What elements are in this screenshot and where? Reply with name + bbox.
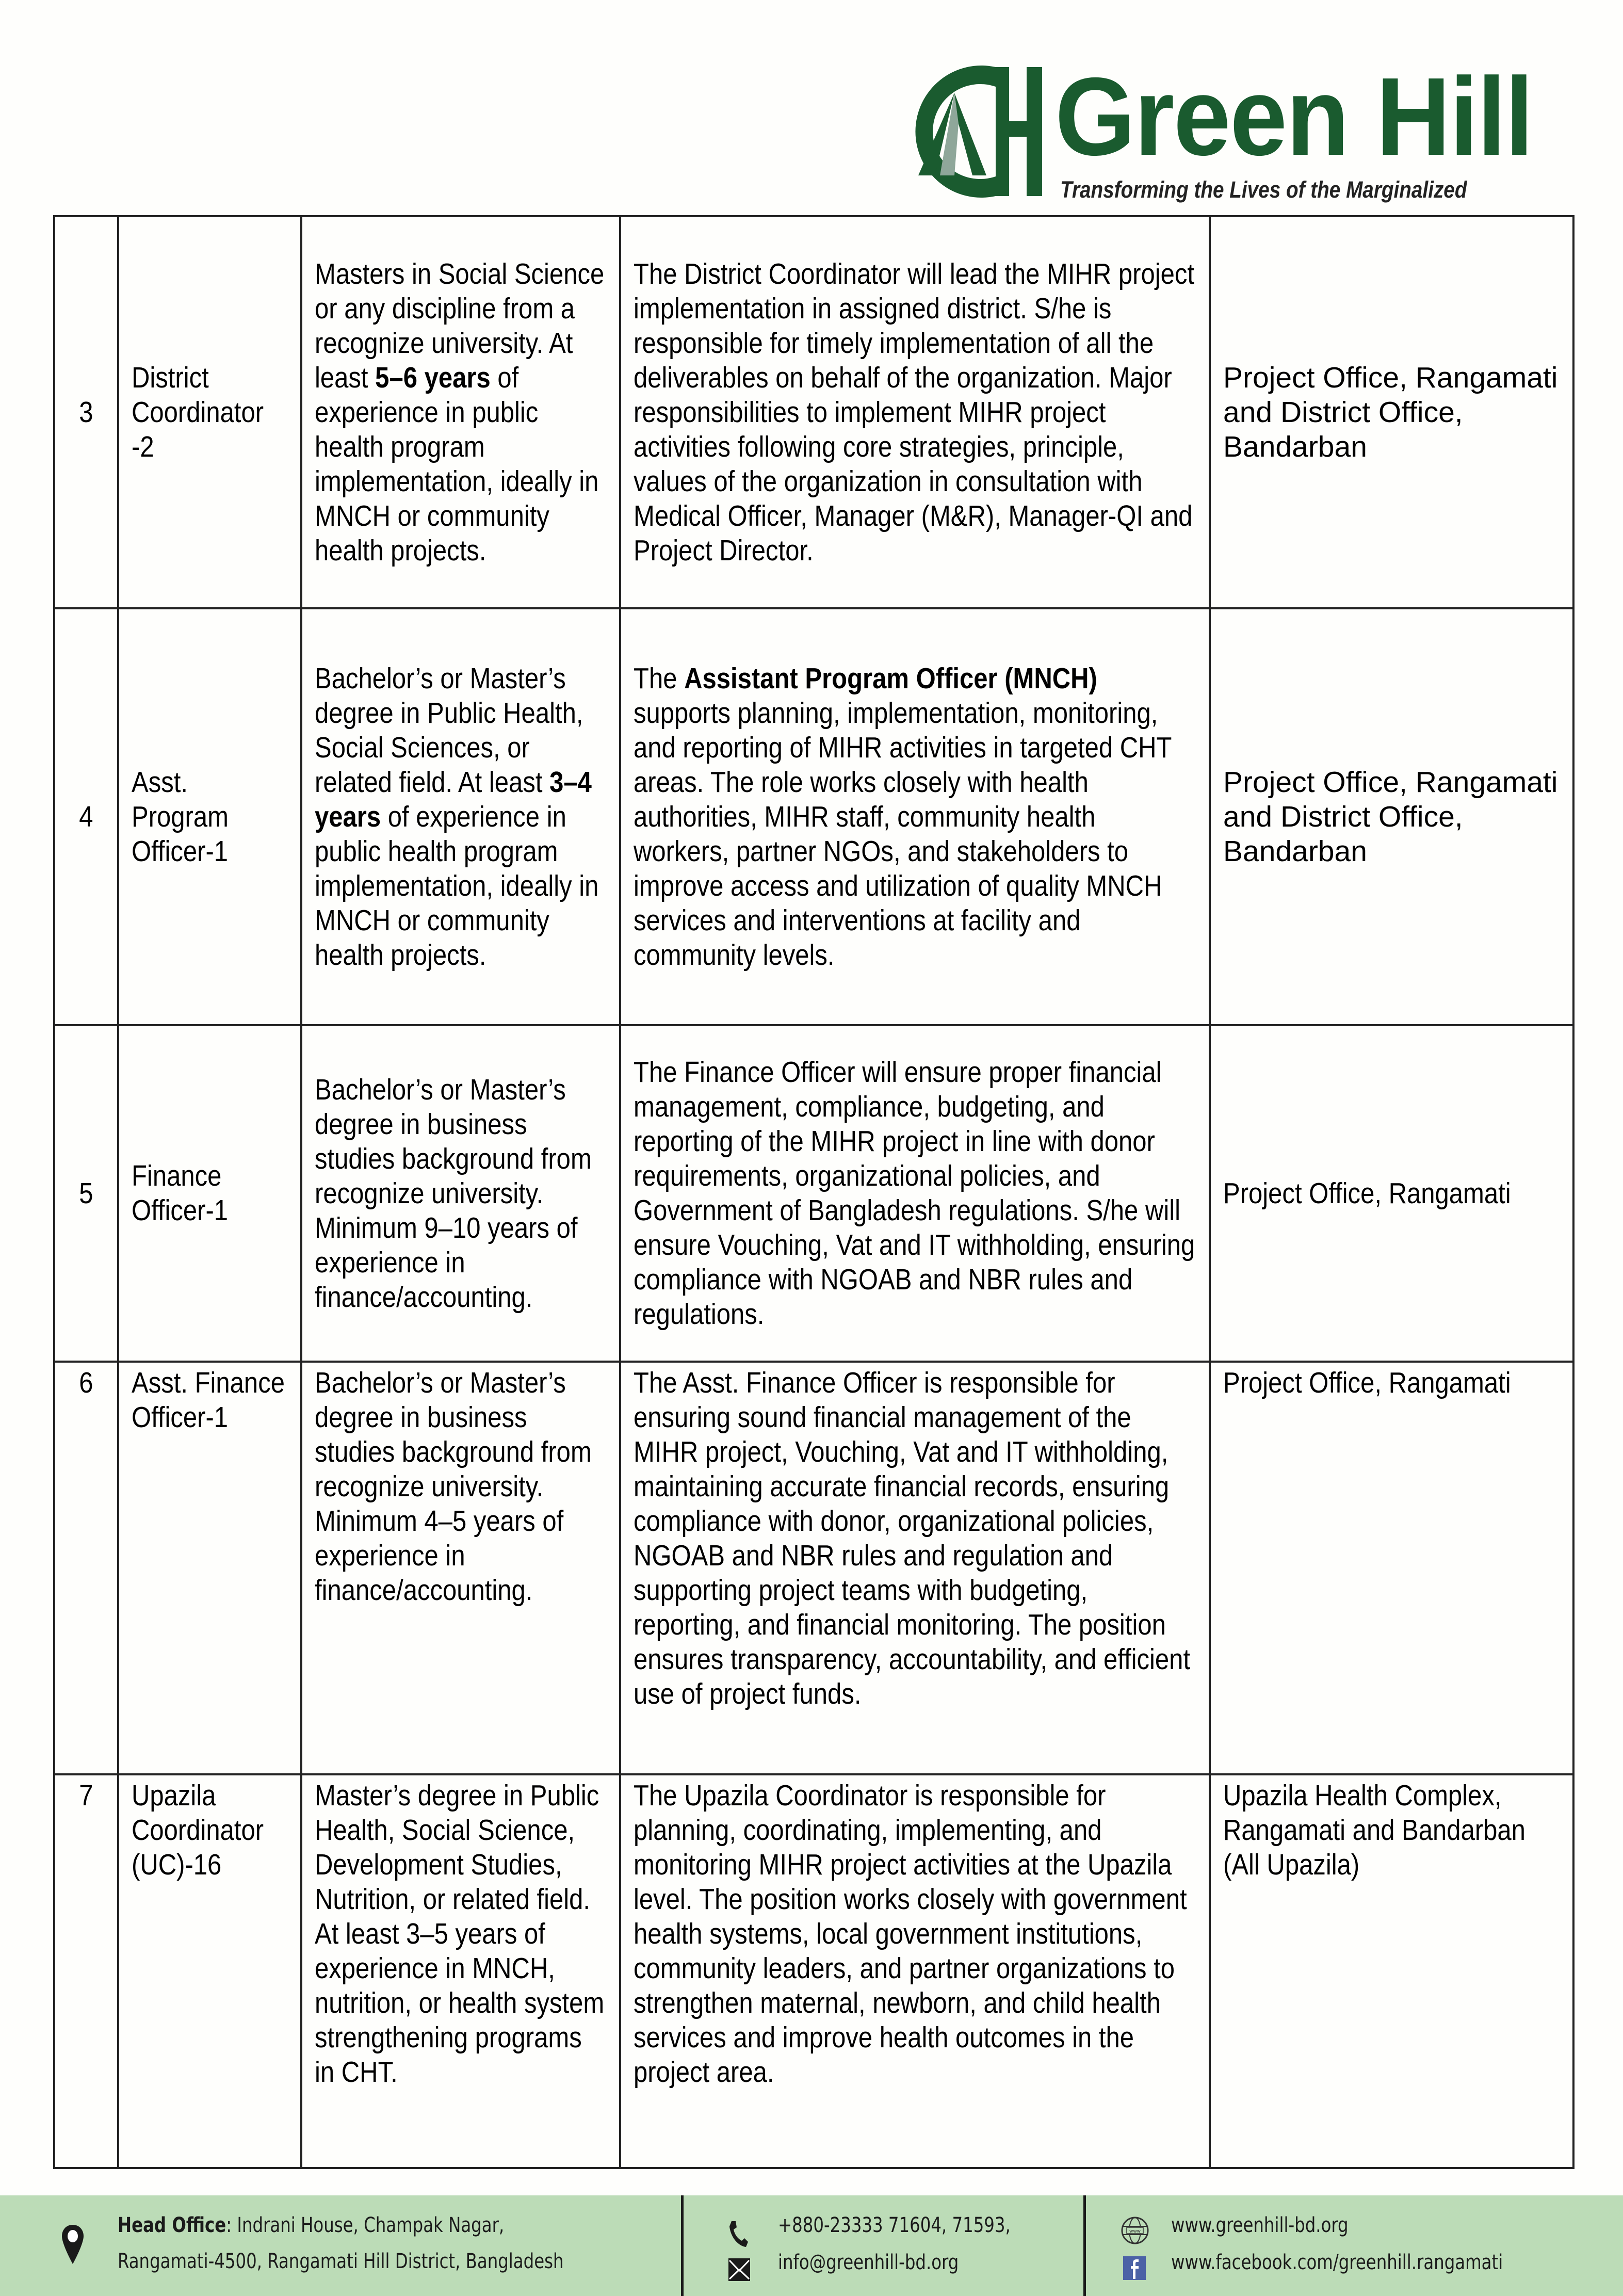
email-link[interactable]: info@greenhill-bd.org bbox=[778, 2251, 959, 2274]
position-cell bbox=[118, 1774, 301, 2168]
footer-divider bbox=[1083, 2195, 1086, 2296]
location-cell bbox=[1210, 1362, 1573, 1774]
position-title: Asst. Finance Officer-1 bbox=[132, 1366, 285, 1434]
responsibilities-text: The District Coordinator will lead the MIHR project implementation in assigned district. S/he is responsible for timely implementation of all the deliverables on behalf of the organization. Major responsibilities to implement MIHR project activities following core strategies, principle, values of the organization in consultation with Medical Officer, Manager (M&R), Manager-QI and Project Director. bbox=[634, 257, 1194, 567]
job-location: Project Office, Rangamati bbox=[1223, 1366, 1511, 1399]
org-tagline: Transforming the Lives of the Marginalized bbox=[1060, 176, 1467, 203]
position-cell bbox=[118, 608, 301, 1025]
phone-number[interactable]: +880-23333 71604, 71593, bbox=[778, 2213, 1011, 2237]
serial-number: 5 bbox=[79, 1176, 93, 1210]
table-row bbox=[54, 608, 1573, 1025]
job-location: Project Office, Rangamati and District Office, Bandarban bbox=[1223, 765, 1558, 868]
responsibilities-cell bbox=[620, 608, 1210, 1025]
responsibilities-text: The Finance Officer will ensure proper financial management, compliance, budgeting, and reporting of the MIHR project in line with donor requirements, organizational policies, and Government of Bangladesh regulations. S/he will ensure Vouching, Vat and IT withholding, ensuring compliance with NGOAB and NBR rules and regulations. bbox=[634, 1056, 1195, 1331]
serial-number-cell bbox=[54, 216, 118, 608]
serial-number-cell bbox=[54, 1774, 118, 2168]
responsibilities-cell bbox=[620, 216, 1210, 608]
location-cell bbox=[1210, 608, 1573, 1025]
qualification-text: Master’s degree in Public Health, Social Science, Development Studies, Nutrition, or related field. At least 3–5 years of experience in MNCH, nutrition, or health system strengthening programs in CHT. bbox=[315, 1779, 605, 2089]
table-row bbox=[54, 1774, 1573, 2168]
qualification-text: Bachelor’s or Master’s degree in Public Health, Social Sciences, or related field. At least 3–4 years of experience in public health program implementation, ideally in MNCH or community health projects. bbox=[315, 661, 599, 972]
envelope-icon bbox=[728, 2258, 750, 2281]
serial-number-cell bbox=[54, 1362, 118, 1774]
facebook-icon bbox=[1123, 2256, 1146, 2280]
position-title: Finance Officer-1 bbox=[132, 1159, 229, 1227]
location-cell bbox=[1210, 1025, 1573, 1362]
position-title: District Coordinator -2 bbox=[132, 361, 264, 463]
website-link[interactable]: www.greenhill-bd.org bbox=[1171, 2213, 1349, 2237]
location-cell bbox=[1210, 216, 1573, 608]
position-cell bbox=[118, 1025, 301, 1362]
serial-number: 7 bbox=[79, 1779, 93, 1812]
table-row bbox=[54, 216, 1573, 608]
qualification-text: Masters in Social Science or any discipline from a recognize university. At least 5–6 years of experience in public health program implementation, ideally in MNCH or community health projects. bbox=[315, 257, 605, 567]
facebook-link[interactable]: www.facebook.com/greenhill.rangamati bbox=[1171, 2251, 1503, 2274]
head-office-address-line2: Rangamati-4500, Rangamati Hill District, Bangladesh bbox=[118, 2250, 564, 2273]
table-row bbox=[54, 1362, 1573, 1774]
org-name: Green Hill bbox=[1055, 54, 1533, 179]
qualification-cell bbox=[301, 216, 620, 608]
globe-icon bbox=[1121, 2216, 1149, 2245]
job-positions-table bbox=[53, 215, 1575, 2169]
responsibilities-text: The Assistant Program Officer (MNCH) supports planning, implementation, monitoring, and reporting of MIHR activities in targeted CHT areas. The role works closely with health authorities, MIHR staff, community health workers, partner NGOs, and stakeholders to improve access and utilization of quality MNCH services and interventions at facility and community levels. bbox=[634, 661, 1172, 972]
footer-contact-band bbox=[0, 2195, 1623, 2296]
address-line1: : Indrani House, Champak Nagar, bbox=[226, 2213, 505, 2237]
serial-number: 6 bbox=[79, 1366, 93, 1399]
head-office-address-line1 bbox=[118, 2213, 504, 2237]
responsibilities-text: The Asst. Finance Officer is responsible for ensuring sound financial management of the MIHR project, Vouching, Vat and IT withholding, maintaining accurate financial records, ensuring compliance with donor, organizational policies, NGOAB and NBR rules and regulation and supporting project teams with budgeting, reporting, and financial monitoring. The position ensures transparency, accountability, and efficient use of project funds. bbox=[634, 1366, 1191, 1710]
responsibilities-cell bbox=[620, 1362, 1210, 1774]
qualification-text: Bachelor’s or Master’s degree in business studies background from recognize university. Minimum 9–10 years of experience in finance/accounting. bbox=[315, 1073, 592, 1314]
position-cell bbox=[118, 1362, 301, 1774]
job-location: Upazila Health Complex, Rangamati and Bandarban (All Upazila) bbox=[1223, 1779, 1525, 1881]
map-pin-icon bbox=[61, 2224, 85, 2265]
qualification-cell bbox=[301, 608, 620, 1025]
qualification-cell bbox=[301, 1362, 620, 1774]
position-title: Asst. Program Officer-1 bbox=[132, 765, 229, 868]
serial-number: 4 bbox=[79, 800, 93, 833]
svg-text:www: www bbox=[1129, 2229, 1141, 2234]
table-row bbox=[54, 1025, 1573, 1362]
qualification-cell bbox=[301, 1774, 620, 2168]
phone-icon bbox=[728, 2220, 749, 2249]
qualification-text: Bachelor’s or Master’s degree in business studies background from recognize university. Minimum 4–5 years of experience in finance/accounting. bbox=[315, 1366, 592, 1607]
head-office-label: Head Office bbox=[118, 2213, 226, 2237]
location-cell bbox=[1210, 1774, 1573, 2168]
gh-monogram-icon bbox=[877, 57, 1042, 206]
serial-number: 3 bbox=[79, 395, 93, 429]
position-title: Upazila Coordinator (UC)-16 bbox=[132, 1779, 264, 1881]
qualification-cell bbox=[301, 1025, 620, 1362]
job-location: Project Office, Rangamati bbox=[1223, 1176, 1511, 1210]
green-hill-logo bbox=[877, 54, 1533, 206]
footer-divider bbox=[681, 2195, 684, 2296]
responsibilities-cell bbox=[620, 1025, 1210, 1362]
responsibilities-cell bbox=[620, 1774, 1210, 2168]
responsibilities-text: The Upazila Coordinator is responsible for planning, coordinating, implementing, and monitoring MIHR project activities at the Upazila level. The position works closely with government health systems, local government institutions, community leaders, and partner organizations to strengthen maternal, newborn, and child health services and improve health outcomes in the project area. bbox=[634, 1779, 1187, 2089]
position-cell bbox=[118, 216, 301, 608]
serial-number-cell bbox=[54, 1025, 118, 1362]
serial-number-cell bbox=[54, 608, 118, 1025]
job-location: Project Office, Rangamati and District Office, Bandarban bbox=[1223, 361, 1558, 463]
